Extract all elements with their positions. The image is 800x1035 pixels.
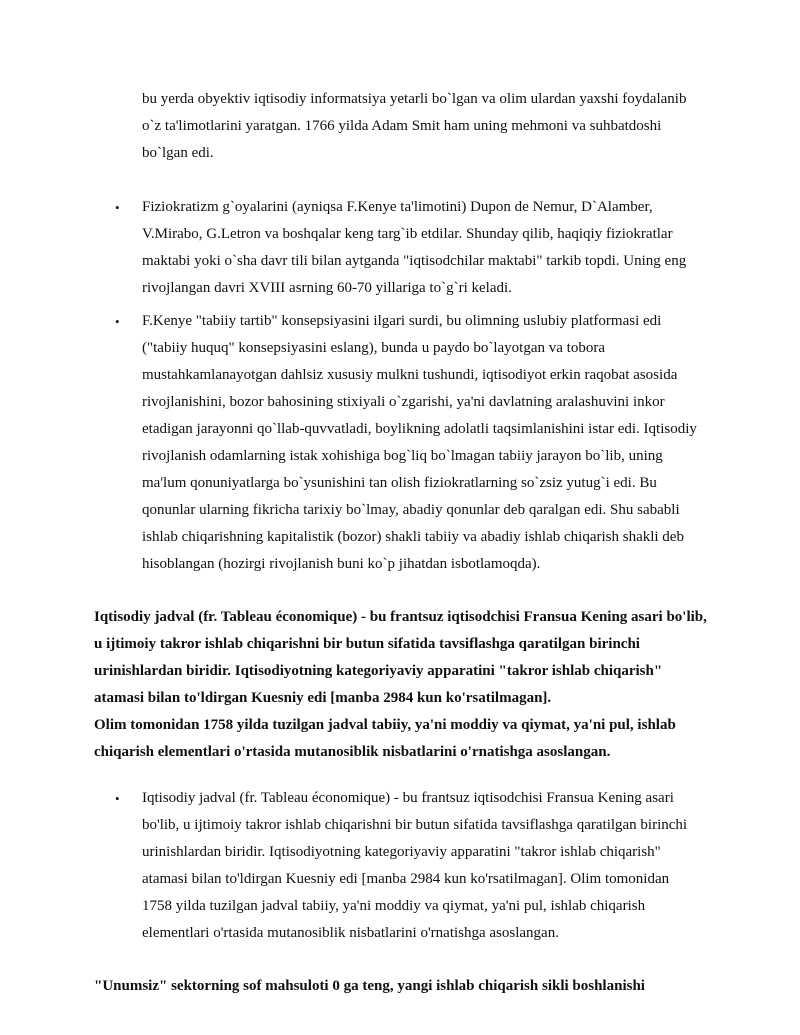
bullet-text: Iqtisodiy jadval (fr. Tableau économique) - bu frantsuz iqtisodchisi Fransua Kening asari bo'lib, u ijtimoiy takror ishlab chiqarishni bir butun sifatida tavsiflashga qaratilgan birinchi urinishlardan biridir. Iqtisodiyotning kategoriyaviy apparatini "takror ishlab chiqarish" atamasi bilan to'ldirgan Kuesniy edi [manba 2984 kun ko'rsatilmagan]. Olim tomonidan 1758 yilda tuzilgan jadval tabiiy, ya'ni moddiy va qiymat, ya'ni pul, ishlab chiqarish elementlari o'rtasida mutanosiblik nisbatlarini o'rnatishga asoslangan. — [142, 790, 688, 941]
bullet-item-natural-order — [115, 308, 702, 578]
bullet-text: Fiziokratizm g`oyalarini (ayniqsa F.Kenye ta'limotini) Dupon de Nemur, D`Alamber, V.Mirabo, G.Letron va boshqalar keng targ`ib etdilar. Shunday qilib, haqiqiy fiziokratlar maktabi yoki o`sha davr tili bilan aytganda "iqtisodchilar maktabi" tarkib topdi. Uning eng rivojlangan davri XVIII asrning 60-70 yillariga to`g`ri keladi. — [142, 199, 687, 296]
bold-paragraph-unproductive-sector: "Unumsiz" sektorning sof mahsuloti 0 ga teng, yangi ishlab chiqarish sikli boshlanishi — [94, 978, 645, 994]
bullet-item-economic-table — [115, 785, 702, 947]
bullet-marker: • — [115, 314, 120, 329]
bold-text-part1: Iqtisodiy jadval (fr. Tableau économique) - bu frantsuz iqtisodchisi Fransua Kening asari bo'lib, u ijtimoiy takror ishlab chiqarishni bir butun sifatida tavsiflashga qaratilgan birinchi urinishlardan biridir. Iqtisodiyotning kategoriyaviy apparatini "takror ishlab chiqarish" atamasi bilan to'ldirgan Kuesniy edi [manba 2984 kun ko'rsatilmagan]. — [94, 609, 707, 706]
bullet-marker: • — [115, 791, 120, 806]
bullet-text: F.Kenye "tabiiy tartib" konsepsiyasini ilgari surdi, bu olimning uslubiy platformasi edi ("tabiiy huquq" konsepsiyasini eslang), bunda u paydo bo`layotgan va tobora mustahkamlanayotgan dahlsiz xususiy mulkni tushundi, iqtisodiyot erkin raqobat asosida rivojlanishini, bozor bahosining stixiyali o`zgarishi, ya'ni davlatning aralashuvini inkor etadigan jarayonni qo`llab-quvvatladi, boylikning adolatli taqsimlanishini istar edi. Iqtisodiy rivojlanish odamlarning istak xohishiga bog`liq bo`lmagan tabiiy jarayon bo`lib, uning ma'lum qonuniyatlarga bo`ysunishini tan olish fiziokratlarning so`zsiz yutug`i edi. Bu qonunlar ularning fikricha tarixiy bo`lmay, abadiy qonunlar deb qaralgan edi. Shu sababli ishlab chiqarishning kapitalistik (bozor) shakli tabiiy va abadiy ishlab chiqarish shakli deb hisoblangan (hozirgi rivojlanish buni ko`p jihatdan isbotlamoqda). — [142, 313, 697, 572]
bullet-marker: • — [115, 200, 120, 215]
bold-text-part2: Olim tomonidan 1758 yilda tuzilgan jadval tabiiy, ya'ni moddiy va qiymat, ya'ni pul, ishlab chiqarish elementlari o'rtasida mutanosiblik nisbatlarini o'rnatishga asoslangan. — [94, 717, 676, 760]
paragraph-continuation: bu yerda obyektiv iqtisodiy informatsiya yetarli bo`lgan va olim ulardan yaxshi foydalanib o`z ta'limotlarini yaratgan. 1766 yilda Adam Smit ham uning mehmoni va suhbatdoshi bo`lgan edi. — [142, 91, 687, 161]
bold-paragraph-economic-table — [94, 604, 709, 766]
bullet-item-physiocrats-school — [115, 194, 702, 302]
